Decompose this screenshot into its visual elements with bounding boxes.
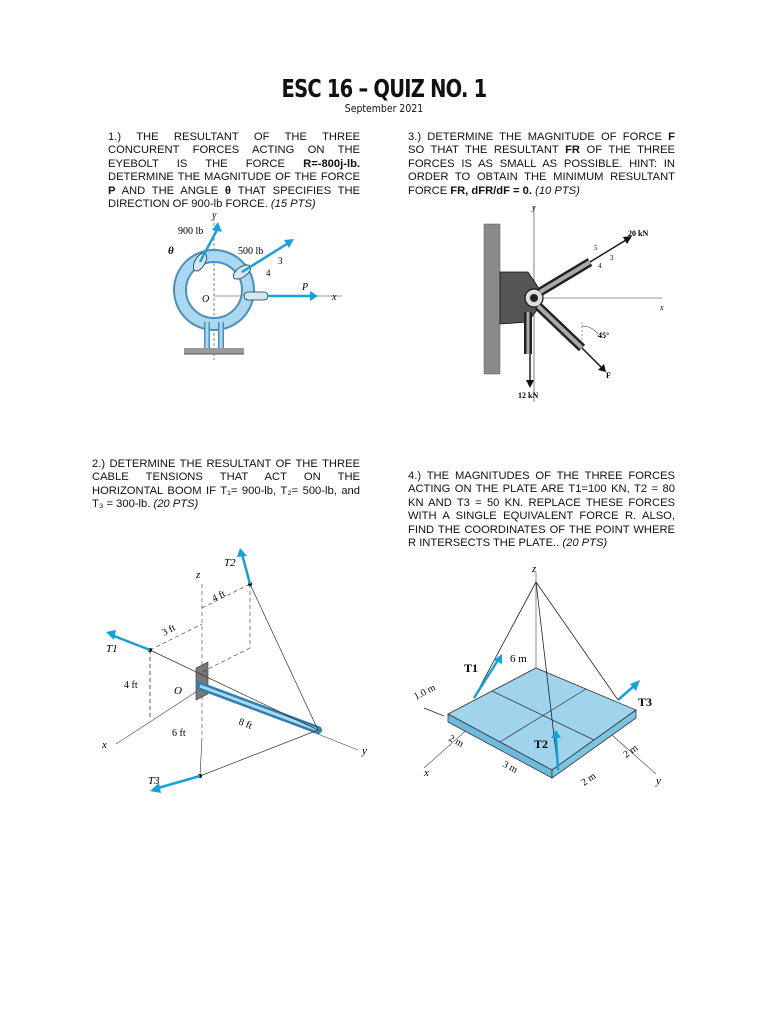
fig3-y-label: y: [532, 203, 536, 212]
question-4-points: (20 PTS): [562, 537, 608, 550]
fig4-2m-b-label: 2 m: [579, 770, 599, 789]
fig1-y-label: y: [212, 210, 217, 221]
question-3-text-c: OF THE THREE FORCES IS AS SMALL AS POSSIBLE. HINT: IN ORDER TO OBTAIN THE MINIMUM RESULTANT FORCE: [408, 144, 676, 197]
fig3-angle-label: 45°: [598, 331, 610, 340]
fig3-arrow-f: [582, 348, 602, 368]
wall-hatch: [484, 224, 500, 374]
fig3-12kn-label: 12 kN: [518, 391, 539, 400]
question-3-text-a: DETERMINE THE MAGNITUDE OF FORCE: [427, 131, 662, 143]
page-date: September 2021: [344, 102, 424, 115]
question-1-force-p: P: [108, 184, 116, 197]
question-1-text-c: AND THE ANGLE: [121, 184, 219, 197]
figure-eyebolt: [160, 210, 360, 380]
question-3-text-b: SO THAT THE RESULTANT: [408, 144, 559, 157]
question-1-theta: θ: [224, 184, 231, 197]
figure-plate: [410, 560, 678, 796]
fig1-x-label: x: [332, 292, 337, 303]
eyebolt-base: [184, 348, 244, 354]
fig2-arrow-t2: [242, 554, 250, 584]
question-1-number: 1.): [108, 131, 122, 143]
fig1-900lb-label: 900 lb: [178, 226, 204, 237]
fig2-x-label: x: [102, 739, 107, 751]
question-1-text-d: THAT SPECIFIES THE DIRECTION OF 900-lb FORCE.: [108, 184, 360, 211]
fig4-t2-label: T2: [534, 737, 549, 751]
question-1-points: (15 PTS): [270, 198, 316, 211]
fig4-t1-label: T1: [464, 661, 479, 675]
fig2-z-label: z: [196, 569, 201, 581]
fig2-t3-label: T3: [148, 775, 160, 787]
question-4-number: 4.): [408, 470, 422, 482]
fig2-origin-label: O: [174, 685, 182, 697]
fig4-2m-c-label: 2 m: [621, 742, 641, 761]
fig2-3ft: 3 ft: [160, 622, 178, 639]
question-1: [108, 131, 360, 211]
figure-bracket: [478, 202, 678, 402]
fig2-y-label: y: [362, 745, 367, 757]
fig2-6ft: 6 ft: [172, 728, 186, 739]
question-2-text: DETERMINE THE RESULTANT OF THE THREE CABLE TENSIONS THAT ACT ON THE HORIZONTAL BOOM IF T₁= 900-lb, T₂= 500-lb, and T₃ = 300-lb.: [92, 458, 360, 511]
fig1-origin-label: O: [202, 294, 210, 305]
fig2-t2-label: T2: [224, 557, 236, 569]
question-3-force-f: F: [668, 131, 675, 143]
fig3-slope-5: 5: [594, 244, 598, 252]
fig4-x-label: x: [424, 767, 429, 779]
fig4-arrow-t3: [618, 686, 634, 700]
question-3-formula: FR, dFR/dF = 0.: [450, 184, 532, 197]
fig2-arrow-t3: [158, 776, 200, 788]
figure-boom: [96, 548, 376, 798]
fig1-slope-3: 3: [278, 256, 283, 266]
fig4-1m-label: 1.0 m: [412, 682, 438, 703]
question-2: [92, 458, 360, 512]
fig3-x-label: x: [660, 303, 664, 312]
question-3-number: 3.): [408, 131, 422, 143]
fig4-2m-a-label: 2 m: [446, 732, 466, 750]
question-1-text-b: DETERMINE THE MAGNITUDE OF THE FORCE: [108, 171, 360, 184]
question-3-points: (10 PTS): [535, 184, 580, 197]
question-2-points: (20 PTS): [153, 498, 199, 511]
fig4-t3-label: T3: [638, 695, 653, 709]
question-4-text: THE MAGNITUDES OF THE THREE FORCES ACTING ON THE PLATE ARE T1=100 KN, T2 = 80 KN AND T3 = 50 KN. REPLACE THESE FORCES WITH A SINGLE EQUIVALENT FORCE R. ALSO, FIND THE COORDINATES OF THE POINT WHERE R INTERSECTS THE PLATE..: [408, 470, 675, 550]
page-title: ESC 16 – QUIZ NO. 1: [281, 74, 487, 103]
fig3-f-label: F: [606, 371, 611, 380]
question-2-number: 2.): [92, 458, 106, 470]
boom-wall-plate: [196, 662, 208, 700]
question-3-fr: FR: [565, 144, 580, 157]
fig4-6m-label: 6 m: [510, 653, 527, 665]
fig2-t1-label: T1: [106, 643, 118, 655]
fig3-slope-4: 4: [598, 262, 602, 270]
fig2-4ft-side: 4 ft: [124, 680, 138, 691]
fig4-z-label: z: [532, 563, 537, 575]
fig1-500lb-label: 500 lb: [238, 246, 264, 257]
fig1-p-label: P: [302, 282, 309, 293]
question-4: [408, 470, 675, 550]
fig4-y-label: y: [656, 775, 661, 787]
fig1-theta-label: θ: [168, 245, 174, 257]
fig2-4ft-top: 4 ft: [210, 588, 228, 605]
question-1-resultant: R=-800j-lb.: [303, 157, 361, 170]
fig2-arrow-t1: [114, 636, 150, 650]
fig3-slope-3: 3: [610, 254, 614, 262]
question-1-text-a: THE RESULTANT OF THE THREE CONCURENT FORCES ACTING ON THE EYEBOLT IS THE FORCE: [108, 131, 360, 170]
question-3: [408, 131, 675, 198]
fig3-20kn-label: 20 kN: [628, 229, 649, 238]
fig1-slope-4: 4: [266, 268, 271, 278]
fig4-3m-label: 3 m: [500, 758, 520, 776]
plate-top: [448, 668, 636, 770]
fig2-8ft: 8 ft: [236, 716, 254, 732]
